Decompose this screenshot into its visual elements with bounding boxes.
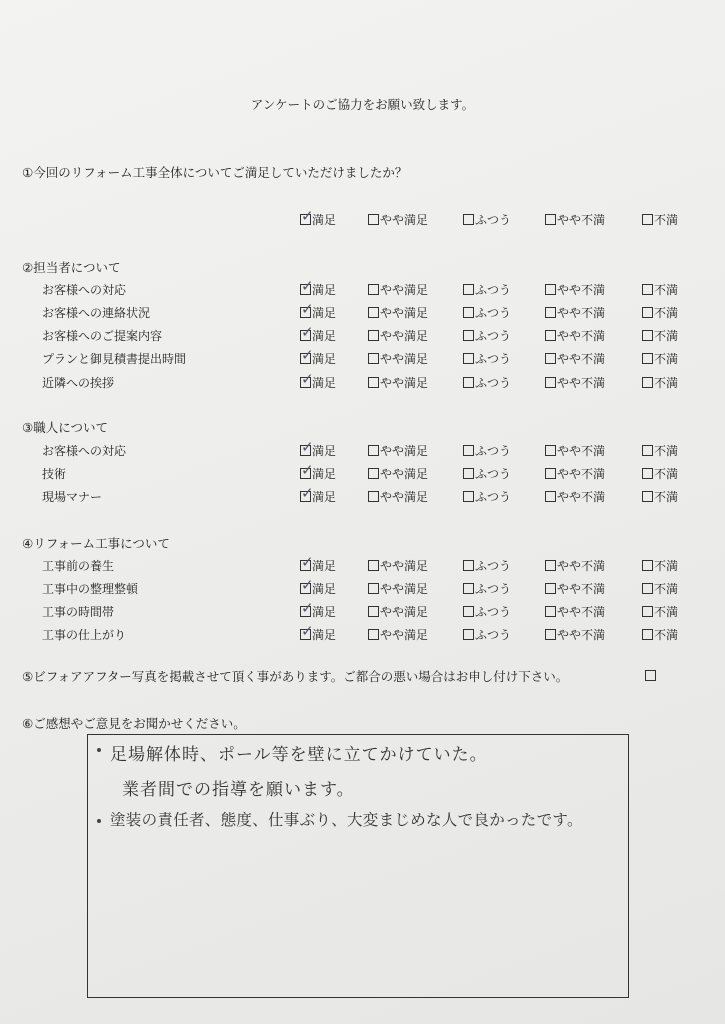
checkbox[interactable] [545, 560, 556, 571]
option-label: 不満 [654, 628, 679, 642]
option-label: やや満足 [380, 352, 429, 366]
option-dissatisfied[interactable] [642, 488, 678, 505]
rating-row-label: お客様への対応 [42, 283, 127, 297]
rating-row-label: お客様への対応 [42, 444, 127, 458]
option-somewhat-satisfied[interactable] [368, 557, 428, 574]
option-label: ふつう [475, 283, 512, 297]
checkbox[interactable] [545, 606, 556, 617]
option-label: 満足 [312, 490, 337, 504]
checkbox[interactable] [368, 377, 379, 388]
option-label: 不満 [654, 283, 679, 297]
rating-row [0, 370, 725, 391]
checkbox[interactable] [642, 583, 653, 594]
option-neutral[interactable] [463, 350, 511, 367]
checkbox[interactable] [300, 553, 314, 571]
checkbox[interactable] [300, 207, 314, 225]
option-somewhat-dissatisfied[interactable] [545, 557, 605, 574]
option-label: ふつう [475, 376, 512, 390]
option-label: 不満 [654, 329, 679, 343]
option-somewhat-dissatisfied[interactable] [545, 374, 605, 391]
checkbox[interactable] [368, 583, 379, 594]
checkbox[interactable] [300, 461, 314, 479]
photo-consent-checkbox[interactable] [645, 670, 656, 681]
option-dissatisfied[interactable] [642, 442, 678, 459]
checkbox[interactable] [300, 346, 314, 364]
option-somewhat-dissatisfied[interactable] [545, 442, 605, 459]
checkbox[interactable] [463, 445, 474, 456]
option-label: やや不満 [557, 444, 606, 458]
option-label: ふつう [475, 306, 512, 320]
checkbox[interactable] [463, 583, 474, 594]
option-label: 満足 [312, 582, 337, 596]
option-satisfied[interactable] [300, 461, 337, 482]
option-label: 満足 [312, 628, 337, 642]
rating-row [0, 484, 725, 505]
rating-row [0, 323, 725, 344]
option-label: ふつう [475, 444, 512, 458]
checkmark-icon: ✓ [301, 576, 314, 594]
rating-row [0, 553, 725, 574]
checkbox[interactable] [368, 606, 379, 617]
option-somewhat-satisfied[interactable] [368, 465, 428, 482]
option-label: やや不満 [557, 467, 606, 481]
checkbox[interactable] [463, 629, 474, 640]
option-label: 満足 [312, 329, 337, 343]
checkmark-icon: ✓ [301, 323, 314, 341]
option-label: やや不満 [557, 628, 606, 642]
option-neutral[interactable] [463, 557, 511, 574]
option-neutral[interactable] [463, 211, 511, 228]
option-label: 不満 [654, 306, 679, 320]
option-neutral[interactable] [463, 603, 511, 620]
option-label: やや満足 [380, 467, 429, 481]
option-neutral[interactable] [463, 626, 511, 643]
option-label: ふつう [475, 605, 512, 619]
checkbox[interactable] [642, 560, 653, 571]
checkbox[interactable] [463, 284, 474, 295]
rating-row [0, 300, 725, 321]
option-neutral[interactable] [463, 281, 511, 298]
option-label: 不満 [654, 467, 679, 481]
option-label: 満足 [312, 559, 337, 573]
rating-row-label: お客様への連絡状況 [42, 306, 151, 320]
option-somewhat-dissatisfied[interactable] [545, 580, 605, 597]
option-somewhat-dissatisfied[interactable] [545, 350, 605, 367]
checkbox[interactable] [463, 307, 474, 318]
checkbox[interactable] [642, 445, 653, 456]
handwritten-comment-1: 足場解体時、ポール等を壁に立てかけていた。 [110, 745, 488, 765]
option-label: ふつう [475, 329, 512, 343]
option-somewhat-satisfied[interactable] [368, 442, 428, 459]
checkbox[interactable] [463, 377, 474, 388]
option-somewhat-dissatisfied[interactable] [545, 626, 605, 643]
option-label: 満足 [312, 213, 337, 227]
bullet-dot-icon [97, 819, 101, 823]
checkbox[interactable] [300, 300, 314, 318]
checkbox[interactable] [545, 214, 556, 225]
checkmark-icon: ✓ [301, 553, 314, 571]
option-label: やや満足 [380, 628, 429, 642]
checkbox[interactable] [368, 284, 379, 295]
checkbox[interactable] [368, 214, 379, 225]
section-title-craftsmen: ③職人について [22, 420, 108, 435]
checkbox[interactable] [545, 583, 556, 594]
option-dissatisfied[interactable] [642, 580, 678, 597]
rating-row-label: 工事中の整理整頓 [42, 582, 139, 596]
checkbox[interactable] [368, 353, 379, 364]
bullet-dot-icon [97, 748, 101, 752]
checkbox[interactable] [300, 370, 314, 388]
option-label: ふつう [475, 628, 512, 642]
option-somewhat-dissatisfied[interactable] [545, 603, 605, 620]
option-satisfied[interactable] [300, 323, 337, 344]
option-label: やや満足 [380, 559, 429, 573]
option-label: 不満 [654, 559, 679, 573]
checkbox[interactable] [368, 330, 379, 341]
option-label: やや不満 [557, 213, 606, 227]
option-label: やや満足 [380, 213, 429, 227]
option-neutral[interactable] [463, 374, 511, 391]
checkbox[interactable] [463, 330, 474, 341]
question-5-text: ⑤ビフォアアフター写真を掲載させて頂く事があります。ご都合の悪い場合はお申し付け下さい。 [22, 669, 569, 684]
option-somewhat-dissatisfied[interactable] [545, 465, 605, 482]
option-label: やや満足 [380, 605, 429, 619]
rating-row-label: 工事の仕上がり [42, 628, 127, 642]
option-label: やや不満 [557, 490, 606, 504]
option-satisfied[interactable] [300, 300, 337, 321]
checkbox[interactable] [368, 445, 379, 456]
checkbox[interactable] [545, 307, 556, 318]
checkbox[interactable] [642, 307, 653, 318]
option-neutral[interactable] [463, 442, 511, 459]
checkmark-icon: ✓ [301, 622, 314, 640]
rating-row [0, 438, 725, 459]
option-label: 不満 [654, 376, 679, 390]
checkbox[interactable] [463, 353, 474, 364]
option-satisfied[interactable] [300, 576, 337, 597]
checkbox[interactable] [545, 468, 556, 479]
option-somewhat-satisfied[interactable] [368, 626, 428, 643]
option-label: やや満足 [380, 444, 429, 458]
rating-row [0, 576, 725, 597]
option-somewhat-dissatisfied[interactable] [545, 211, 605, 228]
option-dissatisfied[interactable] [642, 327, 678, 344]
option-somewhat-satisfied[interactable] [368, 603, 428, 620]
checkbox[interactable] [300, 622, 314, 640]
handwritten-comment-2: 業者間での指導を願います。 [122, 780, 355, 800]
checkbox[interactable] [463, 491, 474, 502]
option-label: やや満足 [380, 490, 429, 504]
rating-row-label: 工事の時間帯 [42, 605, 115, 619]
checkbox[interactable] [545, 330, 556, 341]
option-label: やや不満 [557, 582, 606, 596]
option-label: ふつう [475, 490, 512, 504]
option-label: ふつう [475, 213, 512, 227]
checkmark-icon: ✓ [301, 346, 314, 364]
option-label: ふつう [475, 467, 512, 481]
option-somewhat-dissatisfied[interactable] [545, 327, 605, 344]
option-somewhat-satisfied[interactable] [368, 304, 428, 321]
option-label: ふつう [475, 352, 512, 366]
checkbox[interactable] [545, 353, 556, 364]
checkbox[interactable] [368, 468, 379, 479]
option-label: 不満 [654, 605, 679, 619]
option-somewhat-satisfied[interactable] [368, 374, 428, 391]
checkbox[interactable] [642, 629, 653, 640]
checkbox[interactable] [368, 629, 379, 640]
rating-row-label: お客様へのご提案内容 [42, 329, 163, 343]
checkbox[interactable] [368, 560, 379, 571]
section-title-construction: ④リフォーム工事について [22, 536, 170, 551]
option-satisfied[interactable] [300, 553, 337, 574]
option-neutral[interactable] [463, 327, 511, 344]
checkbox[interactable] [545, 629, 556, 640]
checkbox[interactable] [463, 606, 474, 617]
option-somewhat-satisfied[interactable] [368, 211, 428, 228]
checkbox[interactable] [463, 214, 474, 225]
option-somewhat-dissatisfied[interactable] [545, 304, 605, 321]
option-label: ふつう [475, 559, 512, 573]
option-satisfied[interactable] [300, 207, 337, 228]
option-label: やや不満 [557, 283, 606, 297]
option-satisfied[interactable] [300, 277, 337, 298]
option-label: やや不満 [557, 306, 606, 320]
option-neutral[interactable] [463, 580, 511, 597]
option-somewhat-satisfied[interactable] [368, 488, 428, 505]
checkmark-icon: ✓ [301, 370, 314, 388]
option-label: 満足 [312, 605, 337, 619]
option-dissatisfied[interactable] [642, 557, 678, 574]
checkbox[interactable] [642, 330, 653, 341]
option-dissatisfied[interactable] [642, 603, 678, 620]
option-satisfied[interactable] [300, 484, 337, 505]
checkbox[interactable] [300, 484, 314, 502]
checkbox[interactable] [463, 560, 474, 571]
option-dissatisfied[interactable] [642, 465, 678, 482]
option-dissatisfied[interactable] [642, 374, 678, 391]
rating-row [0, 346, 725, 367]
question-6-title: ⑥ご感想やご意見をお聞かせください。 [22, 716, 246, 731]
handwritten-comment-3: 塗装の責任者、態度、仕事ぶり、大変まじめな人で良かったです。 [110, 811, 583, 829]
option-somewhat-satisfied[interactable] [368, 327, 428, 344]
checkbox[interactable] [545, 445, 556, 456]
option-label: やや満足 [380, 329, 429, 343]
option-label: やや満足 [380, 582, 429, 596]
checkbox[interactable] [642, 284, 653, 295]
option-label: やや不満 [557, 352, 606, 366]
rating-row-label: プランと御見積書提出時間 [42, 352, 187, 366]
checkbox[interactable] [642, 606, 653, 617]
checkbox[interactable] [463, 468, 474, 479]
option-label: 満足 [312, 283, 337, 297]
option-label: 不満 [654, 213, 679, 227]
comment-box [87, 734, 629, 998]
option-dissatisfied[interactable] [642, 211, 678, 228]
option-label: ふつう [475, 582, 512, 596]
checkmark-icon: ✓ [301, 599, 314, 617]
option-neutral[interactable] [463, 304, 511, 321]
checkbox[interactable] [545, 491, 556, 502]
option-dissatisfied[interactable] [642, 281, 678, 298]
option-label: やや満足 [380, 306, 429, 320]
rating-row-label: 近隣への挨拶 [42, 376, 115, 390]
checkbox[interactable] [545, 377, 556, 388]
option-dissatisfied[interactable] [642, 626, 678, 643]
option-label: 不満 [654, 582, 679, 596]
option-label: やや不満 [557, 329, 606, 343]
option-label: やや不満 [557, 559, 606, 573]
option-label: やや満足 [380, 376, 429, 390]
option-dissatisfied[interactable] [642, 304, 678, 321]
option-label: やや不満 [557, 605, 606, 619]
checkmark-icon: ✓ [301, 438, 314, 456]
rating-row [0, 277, 725, 298]
option-label: やや不満 [557, 376, 606, 390]
question-1-title: ①今回のリフォーム工事全体についてご満足していただけましたか？ [22, 165, 408, 180]
checkmark-icon: ✓ [301, 484, 314, 502]
checkbox[interactable] [642, 491, 653, 502]
option-label: 満足 [312, 306, 337, 320]
checkbox[interactable] [545, 284, 556, 295]
option-label: 満足 [312, 467, 337, 481]
option-somewhat-dissatisfied[interactable] [545, 281, 605, 298]
option-label: やや満足 [380, 283, 429, 297]
option-label: 満足 [312, 376, 337, 390]
option-somewhat-dissatisfied[interactable] [545, 488, 605, 505]
page-title: アンケートのご協力をお願い致します。 [250, 97, 475, 112]
option-dissatisfied[interactable] [642, 350, 678, 367]
option-satisfied[interactable] [300, 438, 337, 459]
checkmark-icon: ✓ [301, 300, 314, 318]
rating-row-label: 技術 [42, 467, 67, 481]
checkbox[interactable] [300, 323, 314, 341]
option-label: 満足 [312, 352, 337, 366]
option-neutral[interactable] [463, 488, 511, 505]
checkbox[interactable] [300, 576, 314, 594]
checkmark-icon: ✓ [301, 207, 314, 225]
checkbox[interactable] [368, 307, 379, 318]
section-title-staff: ②担当者について [22, 260, 121, 275]
rating-row-label: 現場マナー [42, 490, 103, 504]
option-label: 不満 [654, 490, 679, 504]
checkbox[interactable] [300, 599, 314, 617]
checkbox[interactable] [642, 377, 653, 388]
option-somewhat-satisfied[interactable] [368, 281, 428, 298]
checkbox[interactable] [300, 438, 314, 456]
option-label: 満足 [312, 444, 337, 458]
question-1-row [0, 207, 725, 228]
checkmark-icon: ✓ [301, 277, 314, 295]
rating-row [0, 599, 725, 620]
checkbox[interactable] [642, 214, 653, 225]
option-satisfied[interactable] [300, 346, 337, 367]
option-somewhat-satisfied[interactable] [368, 350, 428, 367]
checkbox[interactable] [300, 277, 314, 295]
option-label: 不満 [654, 444, 679, 458]
option-satisfied[interactable] [300, 599, 337, 620]
checkmark-icon: ✓ [301, 461, 314, 479]
checkbox[interactable] [642, 353, 653, 364]
option-satisfied[interactable] [300, 370, 337, 391]
rating-row-label: 工事前の養生 [42, 559, 115, 573]
option-neutral[interactable] [463, 465, 511, 482]
option-somewhat-satisfied[interactable] [368, 580, 428, 597]
rating-row [0, 461, 725, 482]
option-satisfied[interactable] [300, 622, 337, 643]
checkbox[interactable] [368, 491, 379, 502]
rating-row [0, 622, 725, 643]
option-label: 不満 [654, 352, 679, 366]
checkbox[interactable] [642, 468, 653, 479]
